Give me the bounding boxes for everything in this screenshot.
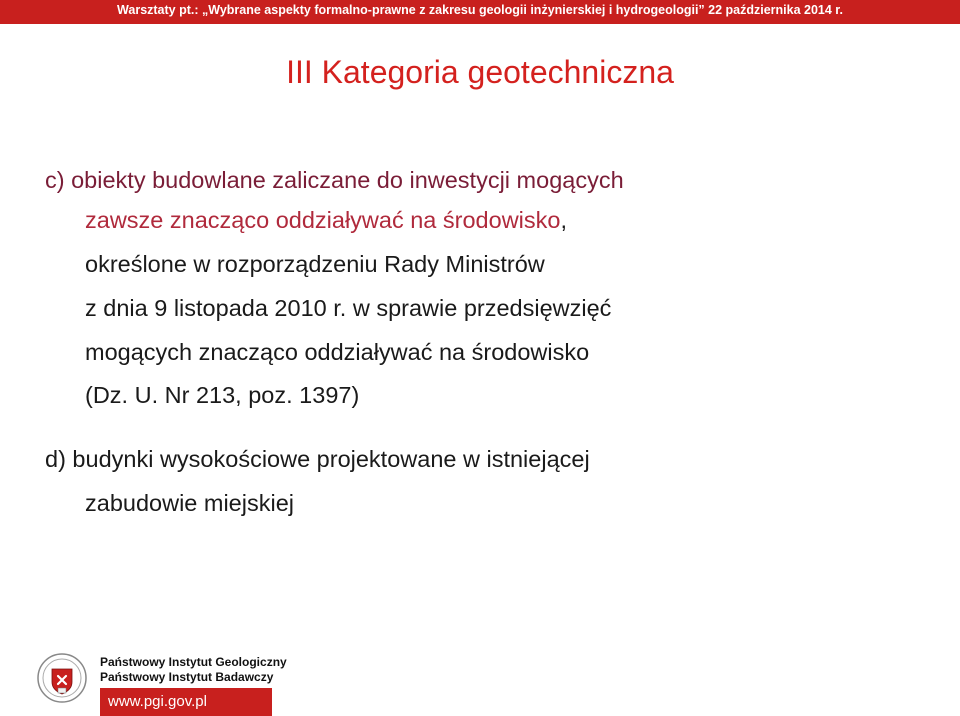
pgi-emblem-icon: [36, 652, 88, 704]
item-c-emphasis: zawsze znacząco oddziaływać na środowisko: [85, 207, 561, 233]
slide-title: III Kategoria geotechniczna: [286, 54, 674, 90]
institute-name: Państwowy Instytut Geologiczny: [100, 655, 287, 669]
item-c-line-5: mogących znacząco oddziaływać na środowisko: [85, 339, 590, 365]
item-c-line-1: c) obiekty budowlane zaliczane do inwestycji mogących: [45, 167, 624, 193]
item-c-line-3: określone w rozporządzeniu Rady Ministrów: [85, 251, 545, 277]
header-bar: [0, 0, 960, 24]
item-c-line-2: [85, 209, 567, 233]
item-d-line-1: d) budynki wysokościowe projektowane w istniejącej: [45, 446, 590, 472]
item-c-line-4: z dnia 9 listopada 2010 r. w sprawie przedsięwzięć: [85, 295, 612, 321]
workshop-title: Warsztaty pt.: „Wybrane aspekty formalno-prawne z zakresu geologii inżynierskiej i hydrogeologii” 22 października 2014 r.: [117, 3, 843, 17]
item-c-line-6: (Dz. U. Nr 213, poz. 1397): [85, 382, 360, 408]
item-c-comma: ,: [560, 207, 567, 233]
item-d-line-2: zabudowie miejskiej: [85, 490, 294, 516]
institute-subtitle: Państwowy Instytut Badawczy: [100, 670, 274, 684]
website-link[interactable]: www.pgi.gov.pl: [108, 693, 207, 710]
